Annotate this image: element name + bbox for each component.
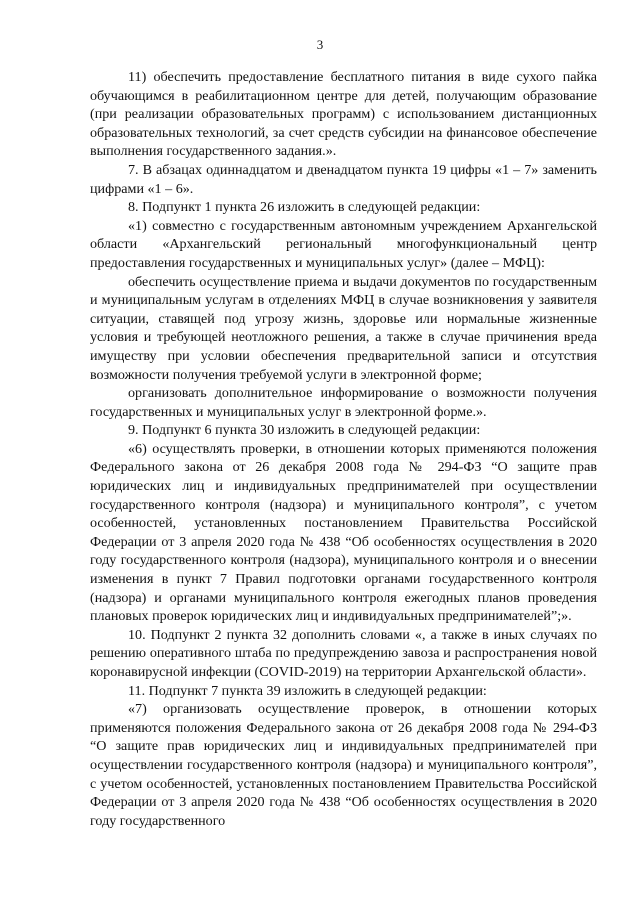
paragraph-subpoint-7: «7) организовать осуществление проверок, в отношении которых применяются положения Федерального закона от 26 декабря 2008 года № 294-ФЗ “О защите прав юридических лиц и индивидуальных предпринимателей при осуществлении государственного контроля (надзора) и муниципального контроля”, с учетом особенностей, установленных постановлением Правительства Российской Федерации от 3 апреля 2020 года № 438 “Об особенностях осуществления в 2020 году государственного xyxy=(90,701,597,829)
paragraph-point-8: 8. Подпункт 1 пункта 26 изложить в следующей редакции: xyxy=(128,199,481,216)
paragraph-point-7: 7. В абзацах одиннадцатом и двенадцатом пункта 19 цифры «1 – 7» заменить цифрами «1 – 6». xyxy=(90,161,597,197)
document-body xyxy=(90,68,597,830)
paragraph-subpoint-1: «1) совместно с государственным автономным учреждением Архангельской области «Архангельский региональный многофункциональный центр предоставления государственных и муниципальных услуг» (далее – МФЦ): xyxy=(90,217,597,271)
paragraph-organize-informing: организовать дополнительное информирование о возможности получения государственных и муниципальных услуг в электронной форме.». xyxy=(90,385,597,420)
paragraph-subpoint-6: «6) осуществлять проверки, в отношении которых применяются положения Федерального закона от 26 декабря 2008 года № 294-ФЗ “О защите прав юридических лиц и индивидуальных предпринимателей при осуществлении государственного контроля (надзора) и муниципального контроля”, с учетом особенностей, установленных постановлением Правительства Российской Федерации от 3 апреля 2020 года № 438 “Об особенностях осуществления в 2020 году государственного контроля (надзора), муниципального контроля и о внесении изменения в пункт 7 Правил подготовки органами государственного контроля (надзора) и органами муниципального контроля ежегодных планов проведения плановых проверок юридических лиц и индивидуальных предпринимателей”;». xyxy=(90,440,597,625)
paragraph-point-10: 10. Подпункт 2 пункта 32 дополнить словами «, а также в иных случаях по решению оперативного штаба по предупреждению завоза и распространения новой коронавирусной инфекции (COVID-2019) на территории Архангельской области». xyxy=(90,626,597,680)
paragraph-point-11: 11. Подпункт 7 пункта 39 изложить в следующей редакции: xyxy=(128,682,487,699)
paragraph-ensure-reception: обеспечить осуществление приема и выдачи документов по государственным и муниципальным услугам в отделениях МФЦ в случае возникновения у заявителя ситуации, ставящей под угрозу жизнь, здоровье или нормальные жизненные условия и требующей неотложного решения, а также в случае причинения вреда имуществу при условии обеспечения предварительной записи и отсутствия возможности получения требуемой услуги в электронной форме; xyxy=(90,273,597,383)
page-number: 3 xyxy=(316,37,324,52)
paragraph-item-11: 11) обеспечить предоставление бесплатного питания в виде сухого пайка обучающимся в реабилитационном центре для детей, получающим образование (при реализации образовательных программ) с использованием дистанционных образовательных технологий, за счет средств субсидии на финансовое обеспечение выполнения государственного задания.». xyxy=(90,69,597,160)
paragraph-point-9: 9. Подпункт 6 пункта 30 изложить в следующей редакции: xyxy=(128,422,481,439)
